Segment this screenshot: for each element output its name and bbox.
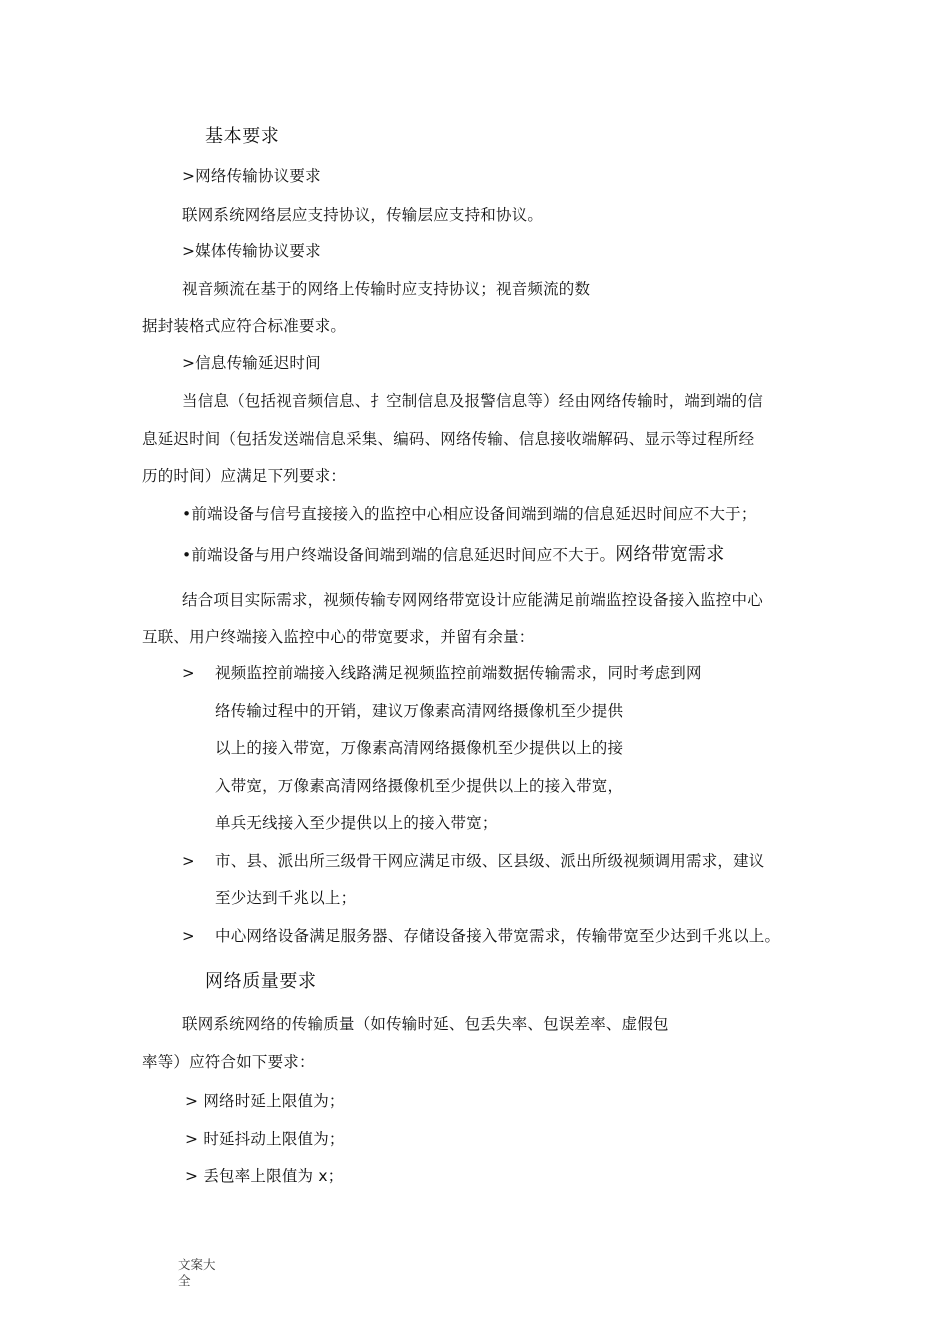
bandwidth-item-1-line-3: 以上的接入带宽，万像素高清网络摄像机至少提供以上的接 [215,739,624,757]
paragraph-quality-intro-line-2: 率等）应符合如下要求： [142,1053,315,1071]
paragraph-bandwidth-intro-line-1: 结合项目实际需求，视频传输专网网络带宽设计应能满足前端监控设备接入监控中心 [182,591,763,609]
bandwidth-item-2-line-2: 至少达到千兆以上； [215,889,357,907]
paragraph-delay-line-1: 当信息（包括视音频信息、扌空制信息及报警信息等）经由网络传输时，端到端的信 [182,392,763,410]
bandwidth-item-1-line-5: 单兵无线接入至少提供以上的接入带宽； [215,814,498,832]
delay-requirement-item-2 [182,545,724,565]
subheading-net-protocol: >网络传输协议要求 [182,167,321,185]
paragraph-quality-intro-line-1: 联网系统网络的传输质量（如传输时延、包丢失率、包误差率、虚假包 [182,1015,669,1033]
delay-requirement-item-1: •前端设备与信号直接接入的监控中心相应设备间端到端的信息延迟时间应不大于； [182,505,757,523]
footer-line-1: 文案大 [178,1257,216,1272]
bullet-marker-1: > [182,664,195,682]
quality-item-jitter: > 时延抖动上限值为； [185,1130,345,1148]
quality-item-packet-loss: > 丢包率上限值为 x； [185,1167,344,1185]
bandwidth-item-2-line-1: 市、县、派出所三级骨干网应满足市级、区县级、派出所级视频调用需求，建议 [215,852,765,870]
paragraph-media-protocol-line-2: 据封装格式应符合标准要求。 [142,317,347,335]
subheading-media-protocol: >媒体传输协议要求 [182,242,321,260]
section-title-basic: 基本要求 [205,126,280,147]
section-title-bandwidth: 网络带宽需求 [615,544,725,565]
bandwidth-item-3-line-1: 中心网络设备满足服务器、存储设备接入带宽需求，传输带宽至少达到千兆以上。 [215,927,781,945]
bullet-marker-3: > [182,927,195,945]
quality-item-latency: > 网络时延上限值为； [185,1092,345,1110]
bandwidth-item-1-line-1: 视频监控前端接入线路满足视频监控前端数据传输需求，同时考虑到网 [215,664,702,682]
section-title-quality: 网络质量要求 [205,971,317,992]
paragraph-bandwidth-intro-line-2: 互联、用户终端接入监控中心的带宽要求，并留有余量： [142,628,535,646]
bullet-marker-2: > [182,852,195,870]
paragraph-delay-line-3: 历的时间）应满足下列要求： [142,467,347,485]
subheading-delay: >信息传输延迟时间 [182,354,321,372]
footer-line-2: 全 [178,1273,191,1288]
paragraph-net-protocol: 联网系统网络层应支持协议，传输层应支持和协议。 [182,206,544,224]
delay-requirement-item-2-text: •前端设备与用户终端设备间端到端的信息延迟时间应不大于。 [182,546,616,564]
bandwidth-item-1-line-4: 入带宽，万像素高清网络摄像机至少提供以上的接入带宽， [215,777,624,795]
footer-label [178,1257,216,1289]
paragraph-delay-line-2: 息延迟时间（包括发送端信息采集、编码、网络传输、信息接收端解码、显示等过程所经 [142,430,755,448]
bandwidth-item-1-line-2: 络传输过程中的开销，建议万像素高清网络摄像机至少提供 [215,702,624,720]
paragraph-media-protocol-line-1: 视音频流在基于的网络上传输时应支持协议；视音频流的数 [182,280,591,298]
